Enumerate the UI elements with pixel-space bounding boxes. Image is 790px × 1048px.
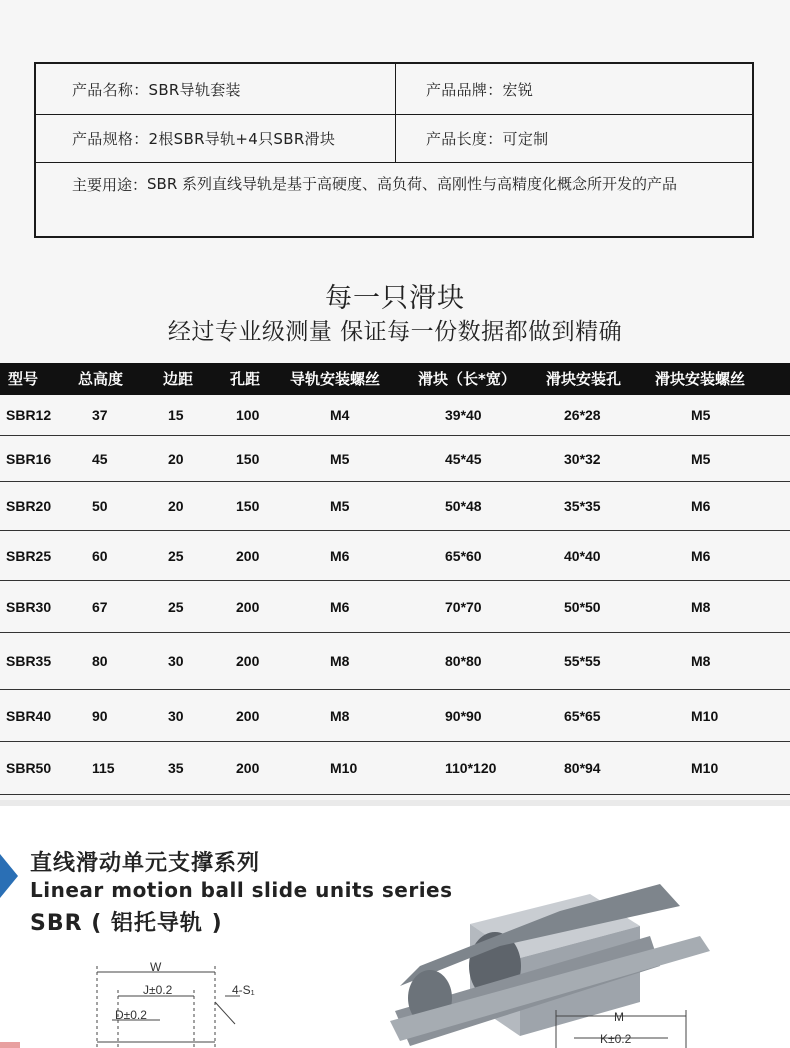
- product-length: [426, 114, 548, 162]
- promo-title-cn: 直线滑动单元支撑系列: [30, 851, 261, 876]
- product-usage-label: 主要用途：: [72, 176, 148, 194]
- cell-hole-spacing: 150: [236, 498, 260, 514]
- promo-title-en: Linear motion ball slide units series: [30, 878, 453, 902]
- dim-label-w: W: [150, 960, 162, 974]
- info-row-name-brand: [36, 64, 752, 115]
- spec-table-header: [0, 363, 790, 395]
- cell-total-height: 67: [92, 598, 108, 615]
- cell-block-size: 90*90: [445, 707, 482, 724]
- table-row: [0, 436, 790, 482]
- promo-title-model: SBR ( 铝托导轨 ): [30, 911, 223, 936]
- cell-block-size: 110*120: [445, 760, 497, 776]
- cell-block-hole: 40*40: [564, 547, 601, 564]
- info-row-usage: [36, 162, 752, 236]
- dim-label-k: K±0.2: [600, 1032, 632, 1046]
- header-total-height: 总高度: [78, 370, 124, 388]
- cell-block-hole: 80*94: [564, 760, 601, 776]
- table-row: [0, 395, 790, 436]
- cell-rail-screw: M5: [330, 498, 350, 514]
- info-divider: [395, 64, 396, 114]
- cell-model: SBR12: [6, 407, 52, 423]
- product-spec-label: 产品规格：: [72, 129, 149, 148]
- cell-hole-spacing: 200: [236, 707, 260, 724]
- cell-hole-spacing: 200: [236, 760, 260, 776]
- table-row: [0, 482, 790, 531]
- cell-block-hole: 65*65: [564, 707, 601, 724]
- cell-rail-screw: M10: [330, 760, 358, 776]
- section-subheading: 经过专业级测量 保证每一份数据都做到精确: [167, 319, 623, 345]
- product-brand: [426, 64, 533, 114]
- cell-block-size: 70*70: [445, 598, 482, 615]
- cell-total-height: 80: [92, 653, 108, 669]
- cell-model: SBR50: [6, 760, 52, 776]
- cell-block-screw: M10: [691, 760, 719, 776]
- cell-model: SBR30: [6, 598, 52, 615]
- cell-edge: 25: [168, 547, 184, 564]
- product-name-value: SBR导轨套装: [148, 80, 241, 99]
- cell-block-size: 50*48: [445, 498, 482, 514]
- cell-total-height: 50: [92, 498, 108, 514]
- cell-hole-spacing: 200: [236, 598, 260, 615]
- cell-block-size: 45*45: [445, 450, 482, 467]
- cell-block-screw: M6: [691, 547, 711, 564]
- product-brand-value: 宏锐: [502, 80, 534, 99]
- cell-block-size: 65*60: [445, 547, 482, 564]
- header-block-screw: 滑块安装螺丝: [655, 370, 746, 388]
- cell-block-size: 80*80: [445, 653, 482, 669]
- cell-block-hole: 26*28: [564, 407, 601, 423]
- product-spec-value: 2根SBR导轨+4只SBR滑块: [148, 129, 336, 148]
- cell-edge: 35: [168, 760, 184, 776]
- product-name-label: 产品名称：: [72, 80, 149, 99]
- cell-rail-screw: M5: [330, 450, 350, 467]
- cell-block-screw: M6: [691, 498, 711, 514]
- header-block-hole: 滑块安装孔: [546, 370, 622, 388]
- cell-rail-screw: M8: [330, 653, 350, 669]
- info-row-spec-length: [36, 114, 752, 163]
- table-row: [0, 581, 790, 633]
- dim-label-j: J±0.2: [143, 983, 173, 997]
- info-divider: [395, 114, 396, 162]
- dim-label-d: D±0.2: [115, 1008, 147, 1022]
- cell-edge: 20: [168, 450, 184, 467]
- product-name: [72, 64, 241, 114]
- cell-hole-spacing: 100: [236, 407, 260, 423]
- product-info-box: [34, 62, 754, 238]
- cell-model: SBR40: [6, 707, 52, 724]
- cell-edge: 30: [168, 707, 184, 724]
- dim-label-s: 4-S₁: [232, 983, 255, 997]
- cell-model: SBR16: [6, 450, 52, 467]
- product-brand-label: 产品品牌：: [426, 80, 503, 99]
- cell-total-height: 115: [92, 760, 115, 776]
- cell-rail-screw: M8: [330, 707, 350, 724]
- cell-rail-screw: M6: [330, 547, 350, 564]
- table-row: [0, 690, 790, 742]
- cell-block-screw: M8: [691, 598, 711, 615]
- cell-block-screw: M5: [691, 407, 711, 423]
- cell-block-screw: M10: [691, 707, 719, 724]
- cell-edge: 30: [168, 653, 184, 669]
- table-row: [0, 633, 790, 690]
- cell-block-hole: 55*55: [564, 653, 601, 669]
- header-edge: 边距: [163, 370, 194, 388]
- cell-total-height: 60: [92, 547, 108, 564]
- cell-total-height: 45: [92, 450, 108, 467]
- section-heading: 每一只滑块: [325, 283, 465, 314]
- cell-block-hole: 35*35: [564, 498, 601, 514]
- cell-block-hole: 50*50: [564, 598, 601, 615]
- cell-hole-spacing: 200: [236, 653, 260, 669]
- product-length-value: 可定制: [502, 129, 549, 148]
- header-model: 型号: [8, 370, 39, 388]
- promo-section: [0, 806, 790, 1048]
- cell-edge: 25: [168, 598, 184, 615]
- cell-block-hole: 30*32: [564, 450, 601, 467]
- header-block-size: 滑块（长*宽）: [418, 370, 516, 388]
- cell-block-screw: M5: [691, 450, 711, 467]
- cell-rail-screw: M4: [330, 407, 350, 423]
- cell-block-screw: M8: [691, 653, 711, 669]
- cell-total-height: 90: [92, 707, 108, 724]
- cell-model: SBR35: [6, 653, 52, 669]
- cell-hole-spacing: 150: [236, 450, 260, 467]
- cell-model: SBR20: [6, 498, 52, 514]
- dim-label-m: M: [614, 1010, 624, 1024]
- header-rail-screw: 导轨安装螺丝: [290, 370, 381, 388]
- header-hole-spacing: 孔距: [230, 370, 261, 388]
- cell-edge: 15: [168, 407, 184, 423]
- table-row: [0, 742, 790, 795]
- product-usage: [72, 174, 739, 198]
- cell-total-height: 37: [92, 407, 108, 423]
- cell-hole-spacing: 200: [236, 547, 260, 564]
- product-spec: [72, 114, 335, 162]
- cell-rail-screw: M6: [330, 598, 350, 615]
- cell-model: SBR25: [6, 547, 52, 564]
- table-row: [0, 531, 790, 581]
- product-usage-value: SBR 系列直线导轨是基于高硬度、高负荷、高刚性与高精度化概念所开发的产品: [147, 175, 678, 193]
- cell-edge: 20: [168, 498, 184, 514]
- product-length-label: 产品长度：: [426, 129, 503, 148]
- cell-block-size: 39*40: [445, 407, 482, 423]
